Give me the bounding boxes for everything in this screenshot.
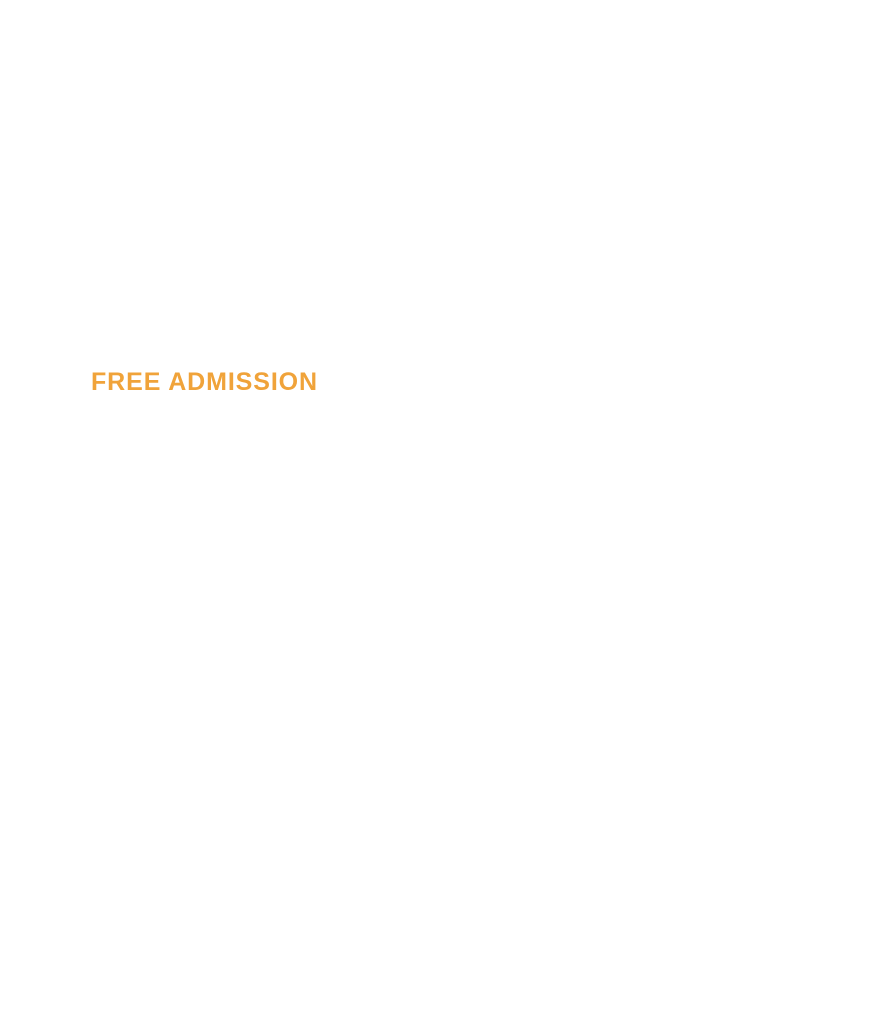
- page-title: FREE ADMISSION: [91, 368, 318, 396]
